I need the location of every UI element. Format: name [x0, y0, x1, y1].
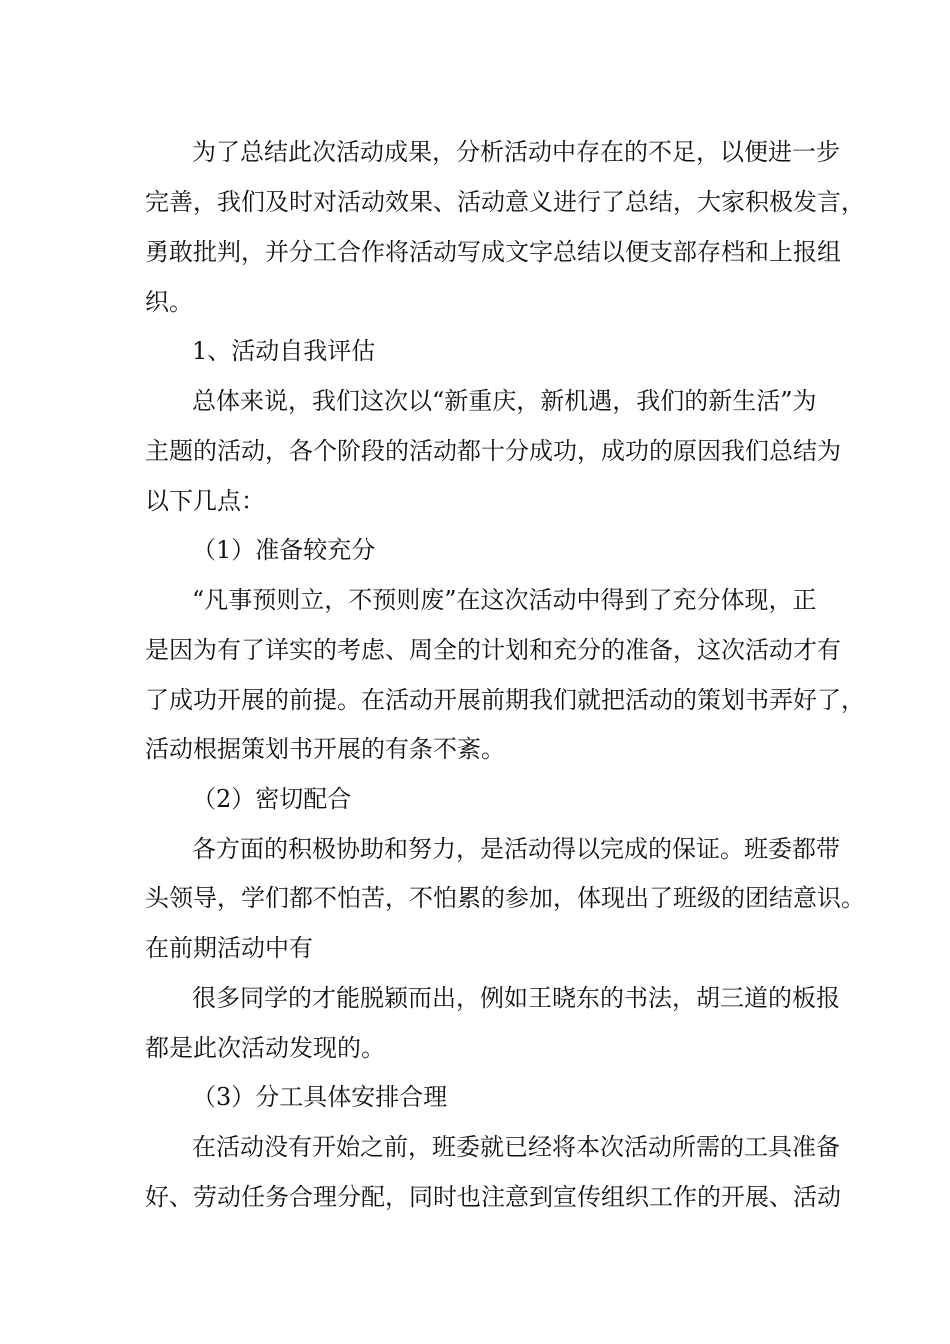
paragraph-line: 织。	[145, 288, 193, 316]
paragraph-line: 好、劳动任务合理分配，同时也注意到宣传组织工作的开展、活动	[145, 1183, 841, 1211]
paragraph-line: 很多同学的才能脱颖而出，例如王晓东的书法，胡三道的板报	[192, 984, 840, 1012]
paragraph-line: 各方面的积极协助和努力，是活动得以完成的保证。班委都带	[192, 835, 840, 863]
paragraph-line: 活动根据策划书开展的有条不紊。	[145, 735, 505, 763]
paragraph-line: 以下几点：	[145, 487, 265, 515]
paragraph-line: “凡事预则立，不预则废”在这次活动中得到了充分体现，正	[192, 586, 817, 614]
paragraph-line: 都是此次活动发现的。	[145, 1034, 385, 1062]
paragraph-line: 勇敢批判，并分工合作将活动写成文字总结以便支部存档和上报组	[145, 238, 841, 266]
paragraph-line: 为了总结此次活动成果，分析活动中存在的不足，以便进一步	[192, 138, 840, 166]
paragraph-line: 总体来说，我们这次以“新重庆，新机遇，我们的新生活”为	[192, 387, 817, 415]
subsection-heading: （2）密切配合	[192, 785, 352, 813]
paragraph-line: 在活动没有开始之前，班委就已经将本次活动所需的工具准备	[192, 1133, 840, 1161]
subsection-heading: （1）准备较充分	[192, 536, 376, 564]
paragraph-line: 头领导，学们都不怕苦，不怕累的参加，体现出了班级的团结意识。	[145, 884, 865, 912]
paragraph-line: 了成功开展的前提。在活动开展前期我们就把活动的策划书弄好了，	[145, 686, 865, 714]
section-heading: 1、活动自我评估	[192, 337, 376, 365]
paragraph-line: 在前期活动中有	[145, 934, 313, 962]
paragraph-line: 主题的活动，各个阶段的活动都十分成功，成功的原因我们总结为	[145, 437, 841, 465]
paragraph-line: 是因为有了详实的考虑、周全的计划和充分的准备，这次活动才有	[145, 636, 841, 664]
paragraph-line: 完善，我们及时对活动效果、活动意义进行了总结，大家积极发言，	[145, 188, 865, 216]
subsection-heading: （3）分工具体安排合理	[192, 1083, 448, 1111]
